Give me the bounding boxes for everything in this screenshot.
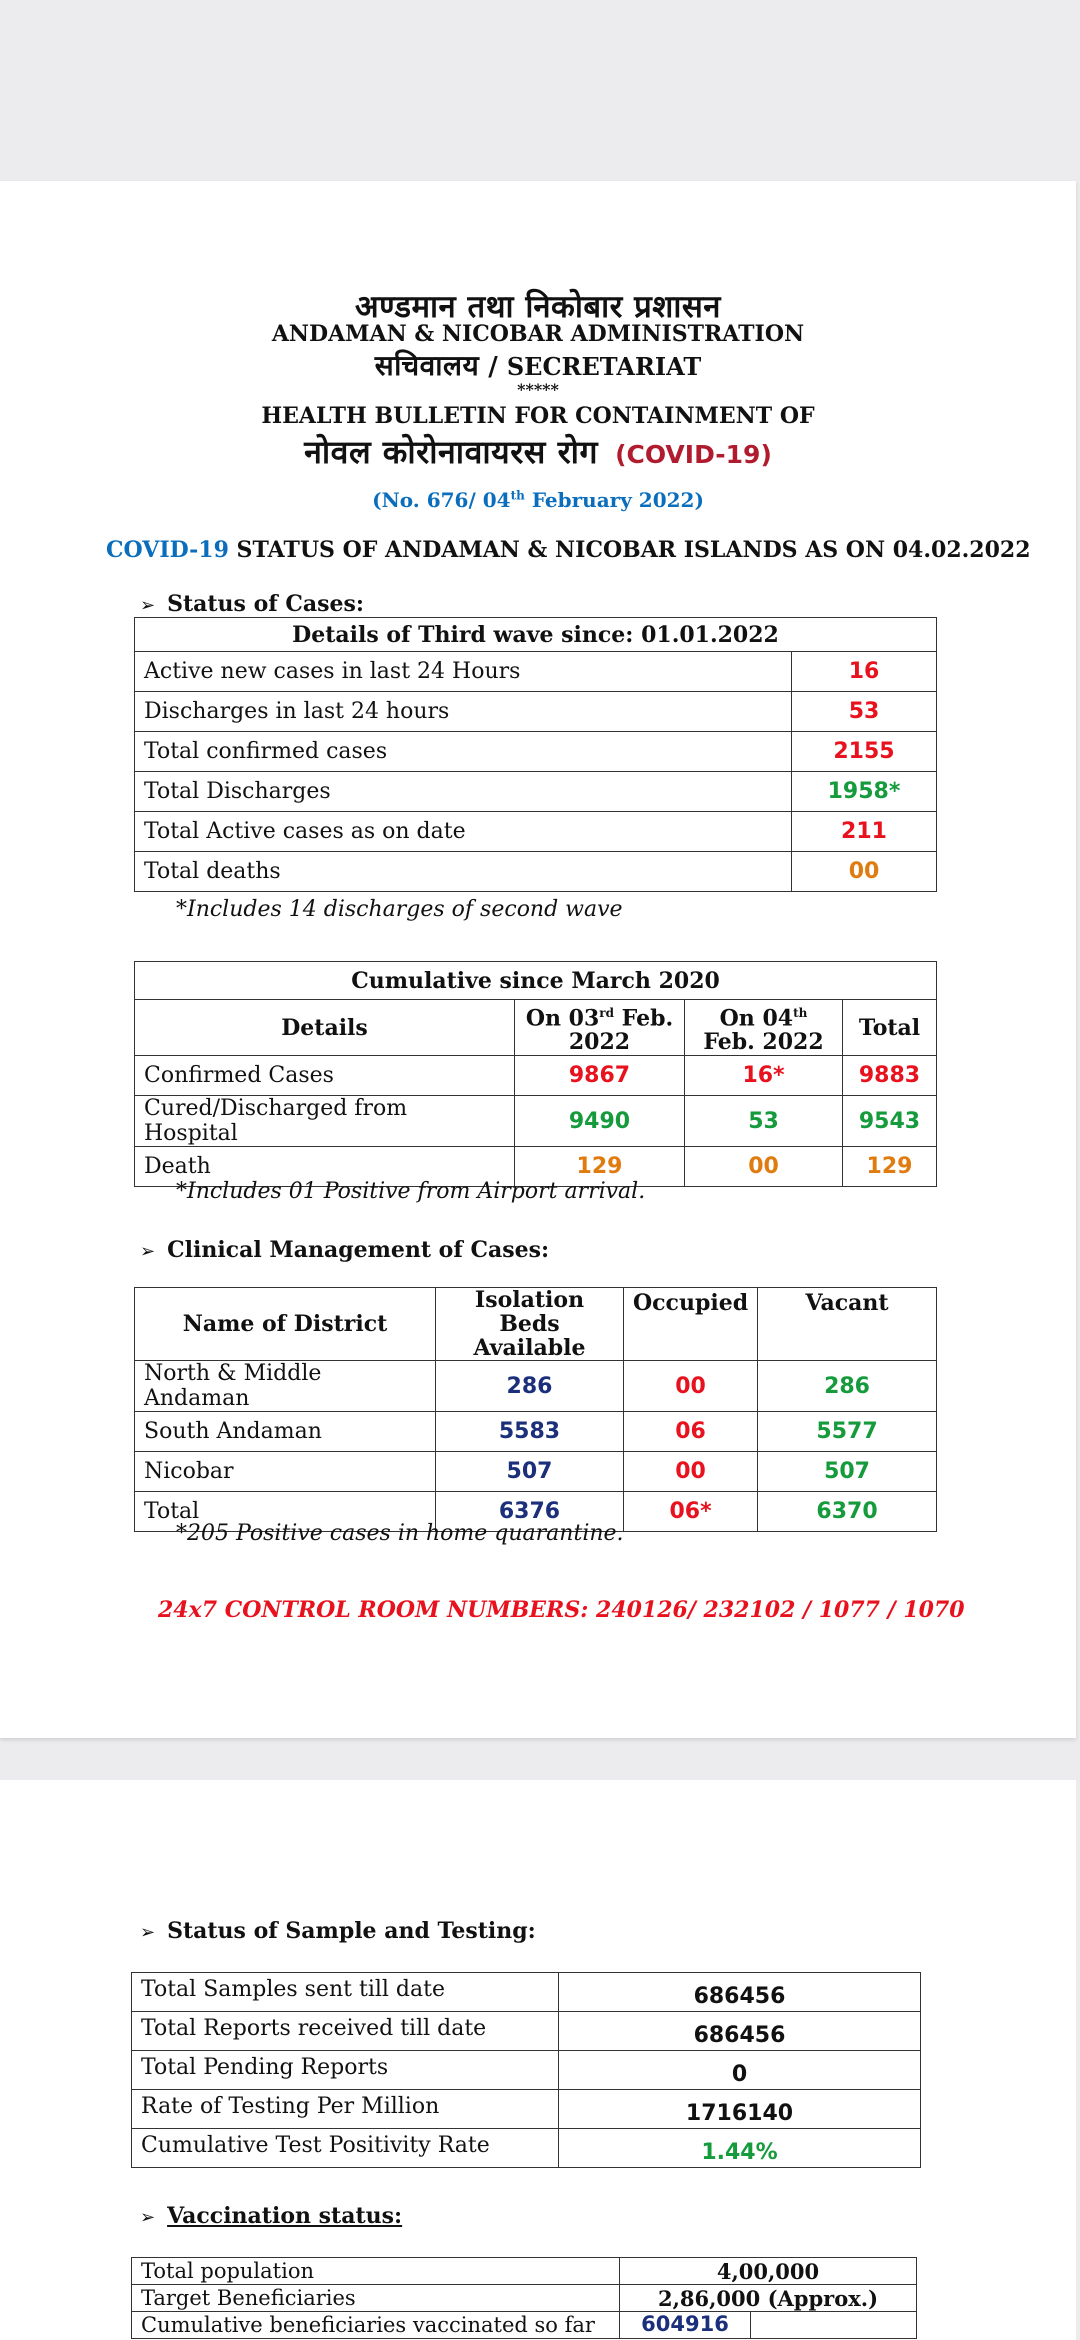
- prev-value: 9867: [515, 1056, 685, 1096]
- vacant-value: 5577: [758, 1412, 937, 1452]
- table-row: [135, 732, 937, 772]
- beds-value: 507: [436, 1452, 624, 1492]
- row-value: 2,86,000 (Approx.): [620, 2285, 917, 2312]
- table-row: [132, 2312, 917, 2339]
- admin-title: ANDAMAN & NICOBAR ADMINISTRATION: [271, 321, 805, 347]
- arrow-bullet-icon: ➢: [140, 595, 156, 616]
- hindi-admin-title: अण्डमान तथा निकोबार प्रशासन: [354, 289, 722, 325]
- bulletin-number: (No. 676/ 04th February 2022): [372, 488, 704, 512]
- row-label: Active new cases in last 24 Hours: [135, 652, 792, 692]
- table-row: [135, 652, 937, 692]
- table-row: [135, 812, 937, 852]
- curr-value: 16*: [685, 1056, 843, 1096]
- curr-value: 53: [685, 1096, 843, 1147]
- row-label: Total deaths: [135, 852, 792, 892]
- clinical-heading: ➢ Clinical Management of Cases:: [140, 1237, 550, 1263]
- vacant-value: 507: [758, 1452, 937, 1492]
- row-value: 2155: [792, 732, 937, 772]
- home-quarantine-note: *205 Positive cases in home quarantine.: [176, 1521, 624, 1546]
- bulletin-title: HEALTH BULLETIN FOR CONTAINMENT OF: [261, 403, 815, 429]
- row-label: Total confirmed cases: [135, 732, 792, 772]
- table-row: [135, 852, 937, 892]
- vacant-value: 286: [758, 1361, 937, 1412]
- control-room-numbers: 24x7 CONTROL ROOM NUMBERS: 240126/ 232102 / 1077 / 1070: [158, 1597, 965, 1623]
- col-04-feb: On 04th Feb. 2022: [685, 1000, 843, 1056]
- row-label: Total population: [132, 2258, 620, 2285]
- table-row: [132, 2090, 921, 2129]
- row-label: Total Reports received till date: [132, 2012, 559, 2051]
- col-03-feb: On 03rd Feb. 2022: [515, 1000, 685, 1056]
- prev-value: 9490: [515, 1096, 685, 1147]
- second-wave-note: *Includes 14 discharges of second wave: [176, 897, 623, 922]
- table-row: [135, 1412, 937, 1452]
- vaccination-heading: ➢ Vaccination status:: [140, 2203, 403, 2229]
- hindi-secretariat: सचिवालय: [374, 349, 480, 382]
- table-row: [132, 2012, 921, 2051]
- table-row: [135, 1096, 937, 1147]
- beds-value: 6376: [436, 1492, 624, 1532]
- third-wave-table: [134, 617, 937, 892]
- col-vacant: Vacant: [758, 1288, 937, 1361]
- district-name: South Andaman: [135, 1412, 436, 1452]
- row-value: 00: [792, 852, 937, 892]
- secretariat-line: सचिवालय / SECRETARIAT: [374, 349, 702, 382]
- cumulative-table: [134, 961, 937, 1187]
- occupied-value: 06*: [624, 1492, 758, 1532]
- col-beds: Isolation Beds Available: [436, 1288, 624, 1361]
- disease-line: [0, 430, 1076, 473]
- row-value: 16: [792, 652, 937, 692]
- table-row: [132, 2258, 917, 2285]
- table-row: [132, 2285, 917, 2312]
- row-value: 1958*: [792, 772, 937, 812]
- curr-value: 00: [685, 1147, 843, 1187]
- row-value: 4,00,000: [620, 2258, 917, 2285]
- arrow-bullet-icon: ➢: [140, 1922, 156, 1943]
- occupied-value: 00: [624, 1361, 758, 1412]
- table-row: [135, 772, 937, 812]
- bulletin-page-2: [0, 1780, 1076, 2340]
- vacant-value: 6370: [758, 1492, 937, 1532]
- occupied-value: 06: [624, 1412, 758, 1452]
- status-of-cases-heading: ➢ Status of Cases:: [140, 591, 365, 617]
- col-details: Details: [135, 1000, 515, 1056]
- row-label: Cumulative beneficiaries vaccinated so far: [132, 2312, 620, 2339]
- hindi-disease: नोवल कोरोनावायरस रोग: [304, 433, 598, 471]
- row-label: Total Samples sent till date: [132, 1973, 559, 2012]
- table-row: [135, 1361, 937, 1412]
- row-value: 211: [792, 812, 937, 852]
- row-label: Target Beneficiaries: [132, 2285, 620, 2312]
- vaccinated-count: 604916: [620, 2312, 916, 2338]
- testing-heading: ➢ Status of Sample and Testing:: [140, 1918, 536, 1944]
- row-label: Discharges in last 24 hours: [135, 692, 792, 732]
- row-value: 53: [792, 692, 937, 732]
- table-row: [135, 1452, 937, 1492]
- col-occupied: Occupied: [624, 1288, 758, 1361]
- row-label: Rate of Testing Per Million: [132, 2090, 559, 2129]
- row-value: 0: [559, 2051, 921, 2090]
- total-value: 9543: [843, 1096, 937, 1147]
- table-row: [132, 1973, 921, 2012]
- table-row: [135, 692, 937, 732]
- row-value: 1716140: [559, 2090, 921, 2129]
- third-wave-title: Details of Third wave since: 01.01.2022: [135, 618, 937, 652]
- beds-value: 5583: [436, 1412, 624, 1452]
- arrow-bullet-icon: ➢: [140, 1241, 156, 1262]
- vaccination-table: [131, 2257, 917, 2339]
- row-label: Total Active cases as on date: [135, 812, 792, 852]
- clinical-table: [134, 1287, 937, 1532]
- col-total: Total: [843, 1000, 937, 1056]
- row-value: 686456: [559, 1973, 921, 2012]
- row-value: [620, 2312, 917, 2339]
- district-name: Total: [135, 1492, 436, 1532]
- row-value: 686456: [559, 2012, 921, 2051]
- beds-value: 286: [436, 1361, 624, 1412]
- table-row: [135, 1056, 937, 1096]
- prev-value: 129: [515, 1147, 685, 1187]
- table-row: [132, 2051, 921, 2090]
- row-label: Confirmed Cases: [135, 1056, 515, 1096]
- occupied-value: 00: [624, 1452, 758, 1492]
- row-label: Cumulative Test Positivity Rate: [132, 2129, 559, 2168]
- row-label: Cured/Discharged from Hospital: [135, 1096, 515, 1147]
- row-label: Death: [135, 1147, 515, 1187]
- bulletin-page-1: [0, 181, 1076, 1738]
- row-label: Total Discharges: [135, 772, 792, 812]
- testing-table: [131, 1972, 921, 2168]
- status-heading: COVID-19 STATUS OF ANDAMAN & NICOBAR ISLANDS AS ON 04.02.2022: [106, 537, 1031, 563]
- airport-note: *Includes 01 Positive from Airport arrival.: [176, 1179, 646, 1204]
- covid-tag: (COVID-19): [615, 440, 772, 469]
- total-value: 129: [843, 1147, 937, 1187]
- separator-stars: *****: [517, 380, 559, 399]
- cumulative-title: Cumulative since March 2020: [135, 962, 937, 1000]
- row-label: Total Pending Reports: [132, 2051, 559, 2090]
- row-value: 1.44%: [559, 2129, 921, 2168]
- district-name: Nicobar: [135, 1452, 436, 1492]
- arrow-bullet-icon: ➢: [140, 2207, 156, 2228]
- col-district: Name of District: [135, 1288, 436, 1361]
- secretariat: SECRETARIAT: [506, 352, 702, 381]
- table-row: [132, 2129, 921, 2168]
- district-name: North & Middle Andaman: [135, 1361, 436, 1412]
- total-value: 9883: [843, 1056, 937, 1096]
